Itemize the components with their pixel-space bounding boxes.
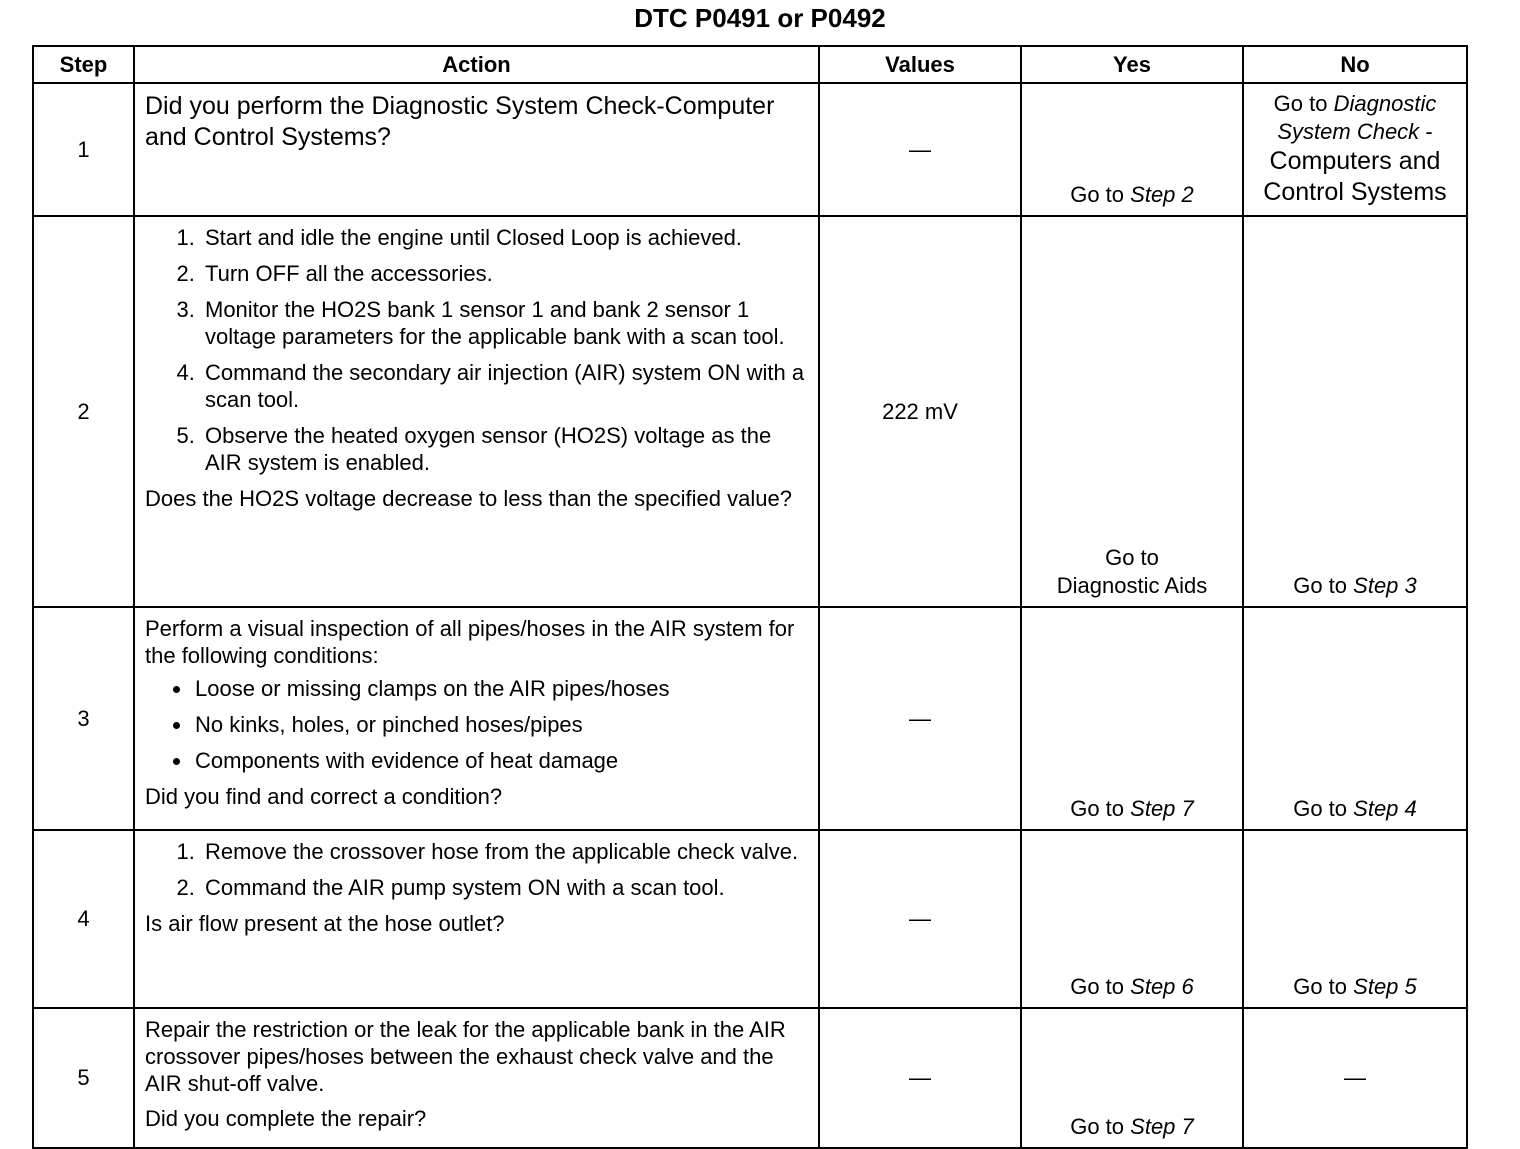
page-title: DTC P0491 or P0492 [634,3,886,33]
no-suffix: - [1425,119,1433,144]
no-cell [1243,216,1467,607]
condition-item: • No kinks, holes, or pinched hoses/pipes [193,711,808,738]
action-step-item: 2. Turn OFF all the accessories. [201,260,808,287]
yes-prefix: Go to [1105,545,1159,570]
no-prefix: Go to [1293,974,1348,999]
condition-list [145,675,808,774]
yes-cell [1021,216,1243,607]
yes-cell [1021,830,1243,1008]
step-number: 5 [33,1008,134,1148]
header-no: No [1243,46,1467,83]
action-steps-list [145,224,808,476]
action-intro: Perform a visual inspection of all pipes/hoses in the AIR system for the following conditions: [145,616,795,668]
step-number: 3 [33,607,134,830]
action-step-item: 2. Command the AIR pump system ON with a scan tool. [201,874,808,901]
no-cell [1243,83,1467,216]
no-prefix: Go to [1273,91,1328,116]
yes-prefix: Go to [1070,182,1125,207]
yes-step-link[interactable]: Step 7 [1130,796,1194,821]
value-cell: — [819,830,1021,1008]
table-row [33,1008,1467,1148]
no-tail: Computers and Control Systems [1263,147,1447,206]
yes-cell [1021,83,1243,216]
condition-item: • Components with evidence of heat damage [193,747,808,774]
step-number: 4 [33,830,134,1008]
action-step-item: 3. Monitor the HO2S bank 1 sensor 1 and bank 2 sensor 1 voltage parameters for the applicable bank with a scan tool. [201,296,808,350]
yes-cell [1021,607,1243,830]
yes-cell [1021,1008,1243,1148]
value-cell: — [819,1008,1021,1148]
action-cell [134,607,819,830]
value-cell: — [819,83,1021,216]
no-prefix: Go to [1293,796,1348,821]
no-cell [1243,830,1467,1008]
action-cell [134,830,819,1008]
table-row [33,830,1467,1008]
header-row [33,46,1467,83]
header-values: Values [819,46,1021,83]
diagnostic-table [32,45,1468,1149]
yes-prefix: Go to [1070,974,1125,999]
header-step: Step [33,46,134,83]
condition-item: • Loose or missing clamps on the AIR pipes/hoses [193,675,808,702]
action-question: Does the HO2S voltage decrease to less than the specified value? [145,486,792,511]
action-question: Is air flow present at the hose outlet? [145,911,505,936]
no-system-check-link[interactable]: Diagnostic System Check [1277,91,1437,144]
action-intro: Repair the restriction or the leak for the applicable bank in the AIR crossover pipes/hoses between the exhaust check valve and the AIR shut-off valve. [145,1017,786,1096]
yes-step-link[interactable]: Step 7 [1130,1114,1194,1139]
table-row [33,607,1467,830]
action-cell [134,1008,819,1148]
no-prefix: Go to [1293,573,1348,598]
yes-step-link[interactable]: Step 6 [1130,974,1194,999]
action-cell [134,216,819,607]
no-step-link[interactable]: Step 5 [1353,974,1417,999]
action-cell [134,83,819,216]
action-step-item: 1. Start and idle the engine until Closed Loop is achieved. [201,224,808,251]
yes-prefix: Go to [1070,1114,1125,1139]
action-question: Did you find and correct a condition? [145,784,503,809]
header-yes: Yes [1021,46,1243,83]
action-question: Did you complete the repair? [145,1106,427,1131]
action-step-item: 5. Observe the heated oxygen sensor (HO2S) voltage as the AIR system is enabled. [201,422,808,476]
step-number: 1 [33,83,134,216]
action-step-item: 1. Remove the crossover hose from the applicable check valve. [201,838,808,865]
action-question: Did you perform the Diagnostic System Check-Computer and Control Systems? [145,92,775,151]
step-number: 2 [33,216,134,607]
yes-diagnostic-aids-link[interactable]: Diagnostic Aids [1056,573,1208,598]
value-cell: — [819,607,1021,830]
no-step-link[interactable]: Step 4 [1353,796,1417,821]
table-row [33,216,1467,607]
no-cell: — [1243,1008,1467,1148]
yes-step-link[interactable]: Step 2 [1130,182,1194,207]
yes-prefix: Go to [1070,796,1125,821]
value-cell: 222 mV [819,216,1021,607]
no-step-link[interactable]: Step 3 [1353,573,1417,598]
table-row [33,83,1467,216]
action-step-item: 4. Command the secondary air injection (AIR) system ON with a scan tool. [201,359,808,413]
no-cell [1243,607,1467,830]
header-action: Action [134,46,819,83]
action-steps-list [145,838,808,901]
